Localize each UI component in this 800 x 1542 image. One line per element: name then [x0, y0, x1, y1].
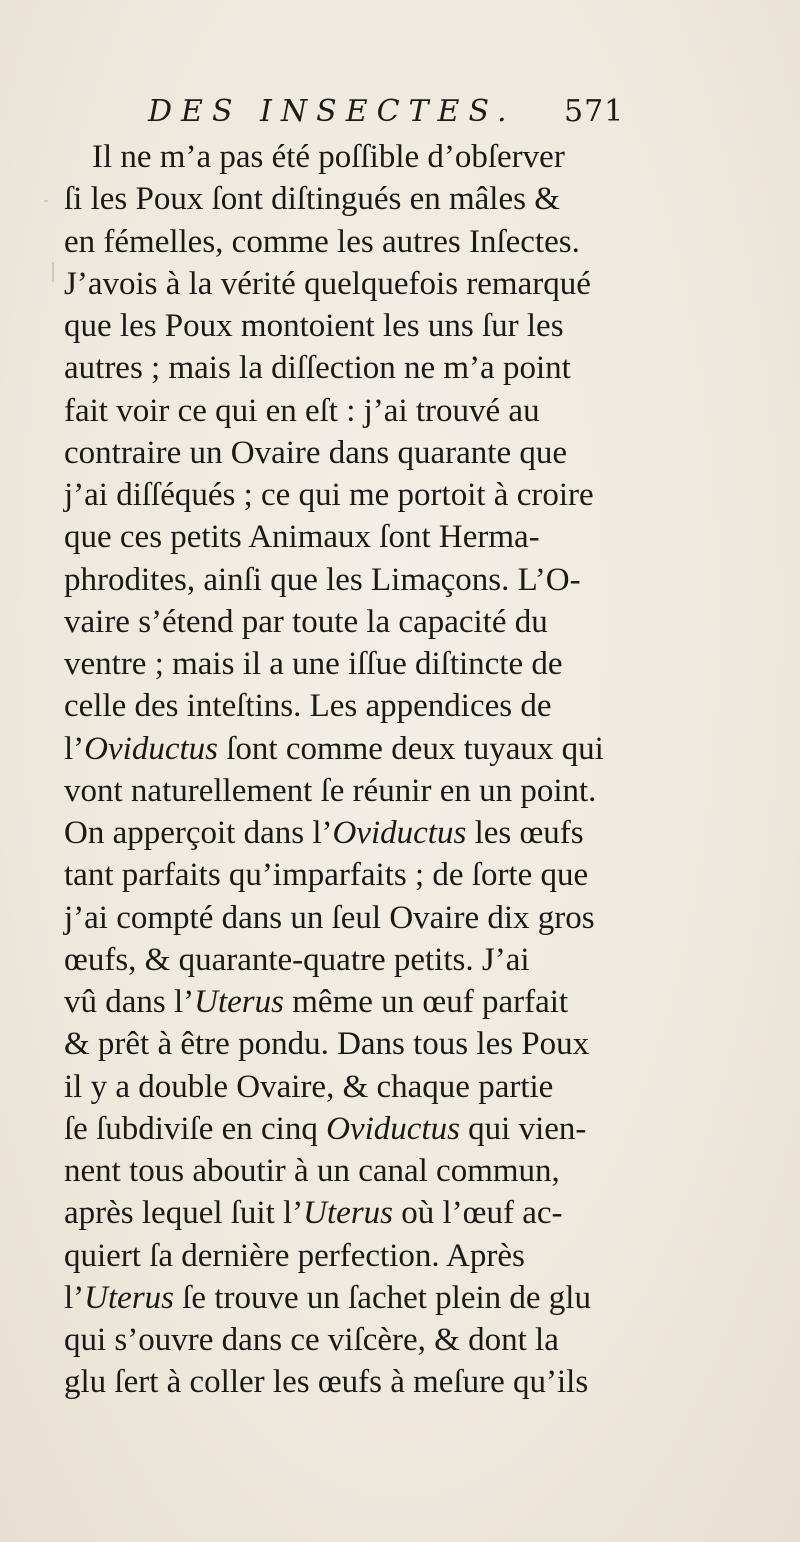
running-title: DES INSECTES. — [148, 94, 516, 129]
text-line — [64, 390, 704, 432]
text-segment: où l’œuf ac- — [393, 1195, 563, 1232]
text-segment: contraire un Ovaire dans quarante que — [64, 434, 568, 471]
italic-term: Uterus — [84, 1279, 175, 1316]
text-segment: après lequel ſuit l’ — [64, 1195, 304, 1232]
text-line — [64, 305, 704, 347]
text-segment: ſi les Poux ſont diſtingués en mâles & — [64, 181, 560, 218]
italic-term: Uterus — [194, 984, 284, 1020]
text-segment: tant parfaits qu’imparfaits ; de ſorte que — [64, 857, 589, 894]
italic-term: Oviductus — [332, 815, 467, 851]
text-segment: & prêt à être pondu. Dans tous les Poux — [64, 1026, 590, 1063]
text-segment: il y a double Ovaire, & chaque partie — [64, 1068, 554, 1105]
text-line — [64, 601, 704, 643]
text-segment: vaire s’étend par toute la capacité du — [64, 603, 548, 640]
text-line — [64, 685, 704, 727]
text-segment: phrodites, ainſi que les Limaçons. L’O- — [64, 561, 581, 598]
text-segment: ſe trouve un ſachet plein de glu — [174, 1279, 591, 1316]
text-segment: J’avois à la vérité quelquefois remarqué — [64, 265, 591, 302]
text-segment: j’ai compté dans un ſeul Ovaire dix gros — [64, 899, 595, 936]
text-segment: qui s’ouvre dans ce viſcère, & dont la — [64, 1322, 559, 1358]
margin-mark — [52, 262, 54, 282]
text-segment: celle des inteſtins. Les appendices de — [64, 688, 552, 725]
text-line — [64, 770, 704, 812]
text-segment: que les Poux montoient les uns ſur les — [64, 308, 564, 344]
text-line — [64, 136, 704, 178]
text-segment: que ces petits Animaux ſont Herma- — [64, 519, 540, 556]
text-line — [64, 432, 704, 474]
body-text — [64, 136, 704, 1404]
text-line — [64, 1108, 704, 1150]
text-line — [64, 1066, 704, 1108]
text-segment: ſont comme deux tuyaux qui — [217, 730, 604, 767]
text-segment: même un œuf parfait — [284, 984, 569, 1020]
text-line — [64, 1361, 704, 1403]
text-line — [64, 347, 704, 389]
text-line — [64, 263, 704, 305]
italic-term: Oviductus — [84, 730, 218, 767]
text-line — [64, 897, 704, 939]
text-line — [64, 1192, 704, 1234]
text-line — [64, 939, 704, 981]
text-segment: en fémelles, comme les autres Inſectes. — [64, 223, 580, 260]
text-segment: œufs, & quarante-quatre petits. J’ai — [64, 941, 530, 978]
text-line — [64, 1235, 704, 1277]
text-line — [64, 1277, 704, 1319]
text-segment: l’ — [64, 1279, 85, 1316]
text-segment: quiert ſa dernière perfection. Après — [64, 1237, 525, 1274]
text-segment: j’ai diſſéqués ; ce qui me portoit à croire — [64, 477, 594, 513]
text-segment: Il ne m’a pas été poſſible d’obſerver — [92, 139, 565, 175]
text-segment: fait voir ce qui en eſt : j’ai trouvé au — [64, 392, 540, 429]
text-line — [64, 643, 704, 685]
running-header — [148, 94, 708, 138]
page-number: 571 — [564, 94, 625, 129]
text-line — [64, 178, 704, 220]
text-segment: nent tous aboutir à un canal commun, — [64, 1153, 560, 1189]
margin-mark — [44, 200, 48, 202]
text-line — [64, 1023, 704, 1065]
italic-term: Uterus — [303, 1195, 394, 1232]
text-line — [64, 854, 704, 896]
text-segment: On apperçoit dans l’ — [64, 815, 333, 851]
text-line — [64, 1319, 704, 1361]
text-line — [64, 559, 704, 601]
text-segment: vû dans l’ — [64, 984, 195, 1020]
text-segment: l’ — [64, 730, 85, 767]
italic-term: Oviductus — [326, 1110, 460, 1147]
text-segment: qui vien- — [459, 1110, 587, 1147]
text-line — [64, 812, 704, 854]
text-segment: ventre ; mais il a une iſſue diſtincte de — [64, 646, 563, 682]
text-line — [64, 728, 704, 770]
text-line — [64, 516, 704, 558]
text-segment: les œufs — [466, 815, 584, 851]
text-line — [64, 474, 704, 516]
text-segment: autres ; mais la diſſection ne m’a point — [64, 350, 571, 387]
text-segment: glu ſert à coller les œufs à meſure qu’ils — [64, 1364, 589, 1401]
text-line — [64, 221, 704, 263]
text-line — [64, 1150, 704, 1192]
text-segment: ſe ſubdiviſe en cinq — [64, 1110, 327, 1147]
text-line — [64, 981, 704, 1023]
text-segment: vont naturellement ſe réunir en un point. — [64, 772, 597, 809]
